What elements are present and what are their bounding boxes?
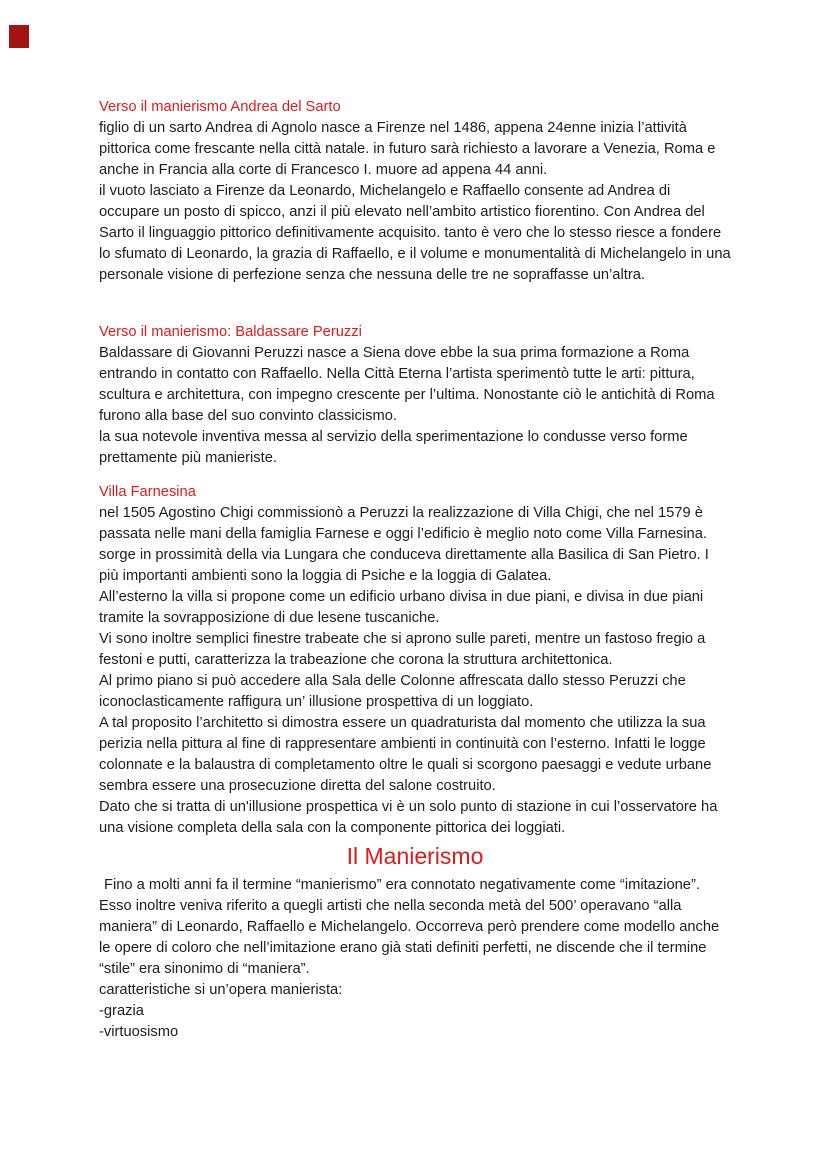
list-item-virtuosismo: -virtuosismo bbox=[99, 1024, 179, 1040]
red-corner-mark bbox=[9, 25, 29, 48]
list-item-grazia: -grazia bbox=[99, 1003, 144, 1019]
document-title: Il Manierismo bbox=[346, 843, 484, 869]
paragraph: A tal proposito l’architetto si dimostra essere un quadraturista dal momento che utilizza la sua perizia nella pittura al fine di rappresentare ambienti in continuità con l’esterno. Infatti le logge colonnate e la balaustra di completamento oltre le quali si scorgono paesaggi e vedute urbane sembra essere una prosecuzione diretta del salone costruito. bbox=[99, 715, 712, 794]
paragraph: Vi sono inoltre semplici finestre trabeate che si aprono sulle pareti, mentre un fastoso fregio a festoni e putti, caratterizza la trabeazione che corona la struttura architettonica. bbox=[99, 631, 706, 668]
paragraph: Baldassare di Giovanni Peruzzi nasce a Siena dove ebbe la sua prima formazione a Roma entrando in contatto con Raffaello. Nella Città Eterna l’artista sperimentò tutte le arti: pittura, scultura e architettura, con impegno crescente per l’ultima. Nonostante ciò le antichità di Roma furono alla base del suo convinto classicismo. bbox=[99, 345, 715, 424]
paragraph: nel 1505 Agostino Chigi commissionò a Peruzzi la realizzazione di Villa Chigi, che nel 1579 è passata nelle mani della famiglia Farnese e oggi l’edificio è meglio noto come Villa Farnesina. sorge in prossimità della via Lungara che conduceva direttamente alla Basilica di San Pietro. I più importanti ambienti sono la loggia di Psiche e la loggia di Galatea. bbox=[99, 505, 709, 584]
paragraph: il vuoto lasciato a Firenze da Leonardo, Michelangelo e Raffaello consente ad Andrea di occupare un posto di spicco, anzi il più elevato nell’ambito artistico fiorentino. Con Andrea del Sarto il linguaggio pittorico definitivamente acquisito. tanto è vero che lo stesso riesce a fondere lo sfumato di Leonardo, la grazia di Raffaello, e il volume e monumentalità di Michelangelo in una personale visione di perfezione senza che nessuna delle tre ne sopraffasse un’altra. bbox=[99, 183, 731, 283]
paragraph: Dato che si tratta di un'illusione prospettica vi è un solo punto di stazione in cui l’osservatore ha una visione completa della sala con la componente pittorica dei loggiati. bbox=[99, 799, 718, 836]
section-heading-villa-farnesina: Villa Farnesina bbox=[99, 484, 196, 500]
section-heading-andrea-del-sarto: Verso il manierismo Andrea del Sarto bbox=[99, 99, 341, 115]
section-spacer bbox=[99, 286, 731, 322]
paragraph: caratteristiche si un’opera manierista: bbox=[99, 982, 343, 998]
paragraph: All’esterno la villa si propone come un edificio urbano divisa in due piani, e divisa in due piani tramite la sovrapposizione di due lesene tuscaniche. bbox=[99, 589, 704, 626]
section-heading-baldassare-peruzzi: Verso il manierismo: Baldassare Peruzzi bbox=[99, 324, 362, 340]
paragraph: figlio di un sarto Andrea di Agnolo nasce a Firenze nel 1486, appena 24enne inizia l’attività pittorica come frescante nella città natale. in futuro sarà richiesto a lavorare a Venezia, Roma e anche in Francia alla corte di Francesco I. muore ad appena 44 anni. bbox=[99, 120, 716, 178]
paragraph: la sua notevole inventiva messa al servizio della sperimentazione lo condusse verso forme prettamente più manieriste. bbox=[99, 429, 688, 466]
paragraph: Fino a molti anni fa il termine “manierismo” era connotato negativamente come “imitazione”. Esso inoltre veniva riferito a quegli artisti che nella seconda metà del 500’ operavano “alla maniera” di Leonardo, Raffaello e Michelangelo. Occorreva però prendere come modello anche le opere di coloro che nell’imitazione erano già stati definiti perfetti, ne discende che il termine “stile” era sinonimo di “maniera”. bbox=[99, 877, 720, 977]
paragraph: Al primo piano si può accedere alla Sala delle Colonne affrescata dallo stesso Peruzzi che iconoclasticamente raffigura un’ illusione prospettiva di un loggiato. bbox=[99, 673, 686, 710]
section-spacer bbox=[99, 469, 731, 482]
